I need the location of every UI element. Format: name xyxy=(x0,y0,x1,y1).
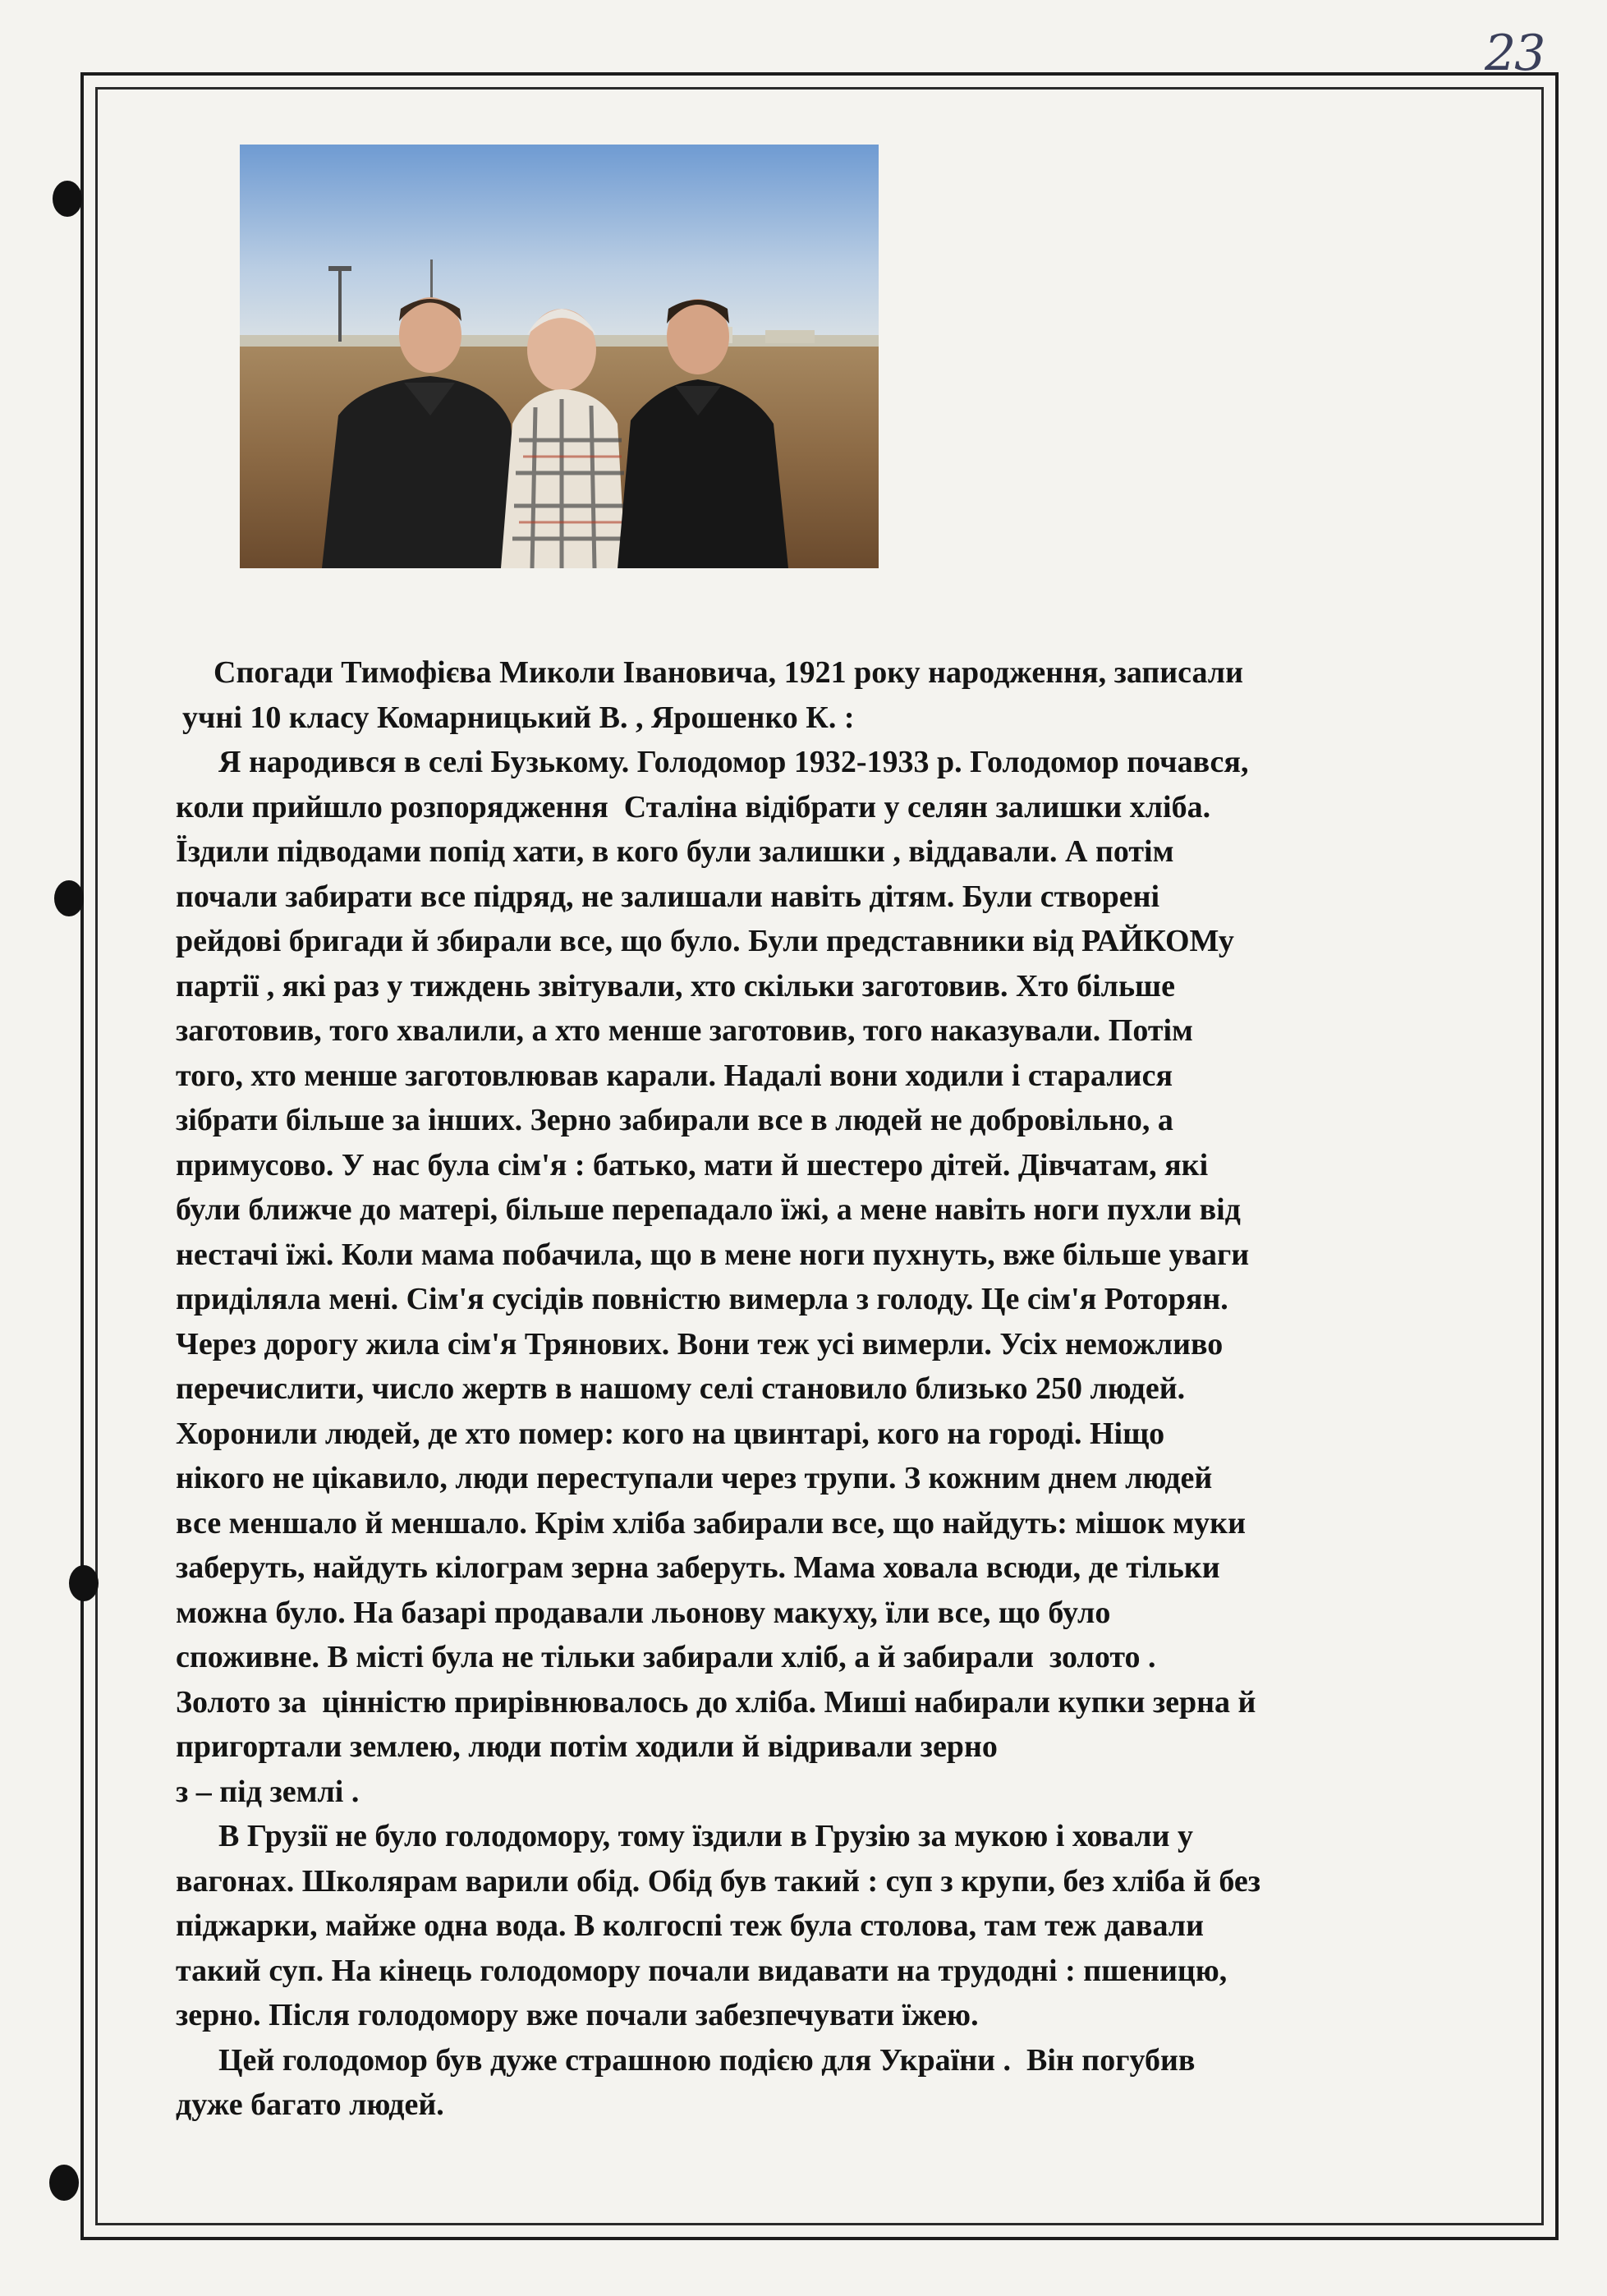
text-line: примусово. У нас була сім'я : батько, мати й шестеро дітей. Дівчатам, які xyxy=(176,1147,1209,1182)
text-line: нестачі їжі. Коли мама побачила, що в мене ноги пухнуть, вже більше уваги xyxy=(176,1237,1250,1272)
punch-hole xyxy=(53,181,82,217)
text-line: дуже багато людей. xyxy=(176,2087,444,2122)
photo-image xyxy=(240,145,879,568)
text-line: все меншало й меншало. Крім хліба забирали все, що найдуть: мішок муки xyxy=(176,1505,1246,1541)
text-line: зерно. Після голодомору вже почали забезпечувати їжею. xyxy=(176,1998,979,2032)
text-line: Хоронили людей, де хто помер: кого на цвинтарі, кого на городі. Ніщо xyxy=(176,1416,1165,1451)
text-line: Їздили підводами попід хати, в кого були залишки , віддавали. А потім xyxy=(176,834,1174,869)
text-line: того, хто менше заготовлював карали. Надалі вони ходили і старалися xyxy=(176,1058,1173,1093)
text-line: Я народився в селі Бузькому. Голодомор 1932-1933 р. Голодомор почався, xyxy=(218,745,1249,779)
text-line: піджарки, майже одна вода. В колгоспі теж була столова, там теж давали xyxy=(176,1908,1205,1943)
text-line: нікого не цікавило, люди переступали через трупи. З кожним днем людей xyxy=(176,1461,1213,1495)
punch-hole xyxy=(54,880,84,916)
text-line: Золото за цінністю прирівнювалось до хліба. Миші набирали купки зерна й xyxy=(176,1684,1256,1720)
text-line: коли прийшло розпорядження Сталіна відібрати у селян залишки хліба. xyxy=(176,789,1211,824)
text-line: приділяла мені. Сім'я сусідів повністю вимерла з голоду. Це сім'я Роторян. xyxy=(176,1282,1228,1316)
punch-hole xyxy=(49,2165,79,2201)
text-line: такий суп. На кінець голодомору почали видавати на трудодні : пшеницю, xyxy=(176,1953,1228,1988)
text-line: пригортали землею, люди потім ходили й відривали зерно xyxy=(176,1729,998,1764)
text-line: почали забирати все підряд, не залишали навіть дітям. Були створені xyxy=(176,879,1160,914)
punch-hole xyxy=(69,1565,99,1601)
intro-line: учні 10 класу Комарницький В. , Ярошенко К. : xyxy=(182,700,855,735)
text-line: споживне. В місті була не тільки забирали хліб, а й забирали золото . xyxy=(176,1640,1156,1674)
memoir-text xyxy=(176,650,1490,2128)
text-line: були ближче до матері, більше перепадало їжі, а мене навіть ноги пухли від xyxy=(176,1192,1241,1227)
text-line: рейдові бригади й збирали все, що було. Були представники від РАЙКОМу xyxy=(176,924,1234,958)
intro-line: Спогади Тимофієва Миколи Івановича, 1921 року народження, записали xyxy=(214,655,1243,690)
text-line: заготовив, того хвалили, а хто менше заготовив, того наказували. Потім xyxy=(176,1013,1193,1048)
text-line: з – під землі . xyxy=(176,1774,360,1809)
text-line: Цей голодомор був дуже страшною подією для України . Він погубив xyxy=(218,2042,1196,2078)
text-line: вагонах. Школярам варили обід. Обід був такий : суп з крупи, без хліба й без xyxy=(176,1863,1261,1899)
text-line: партії , які раз у тиждень звітували, хто скільки заготовив. Хто більше xyxy=(176,968,1176,1003)
text-line: зібрати більше за інших. Зерно забирали все в людей не добровільно, а xyxy=(176,1103,1173,1137)
text-line: можна було. На базарі продавали льонову макуху, їли все, що було xyxy=(176,1595,1111,1630)
text-line: перечислити, число жертв в нашому селі становило близько 250 людей. xyxy=(176,1371,1186,1406)
photo xyxy=(240,145,879,568)
text-line: заберуть, найдуть кілограм зерна заберуть. Мама ховала всюди, де тільки xyxy=(176,1550,1220,1585)
text-line: Через дорогу жила сім'я Трянових. Вони теж усі вимерли. Усіх неможливо xyxy=(176,1326,1224,1362)
text-line: В Грузії не було голодомору, тому їздили в Грузію за мукою і ховали у xyxy=(218,1819,1193,1853)
page-number: 23 xyxy=(1485,25,1545,82)
